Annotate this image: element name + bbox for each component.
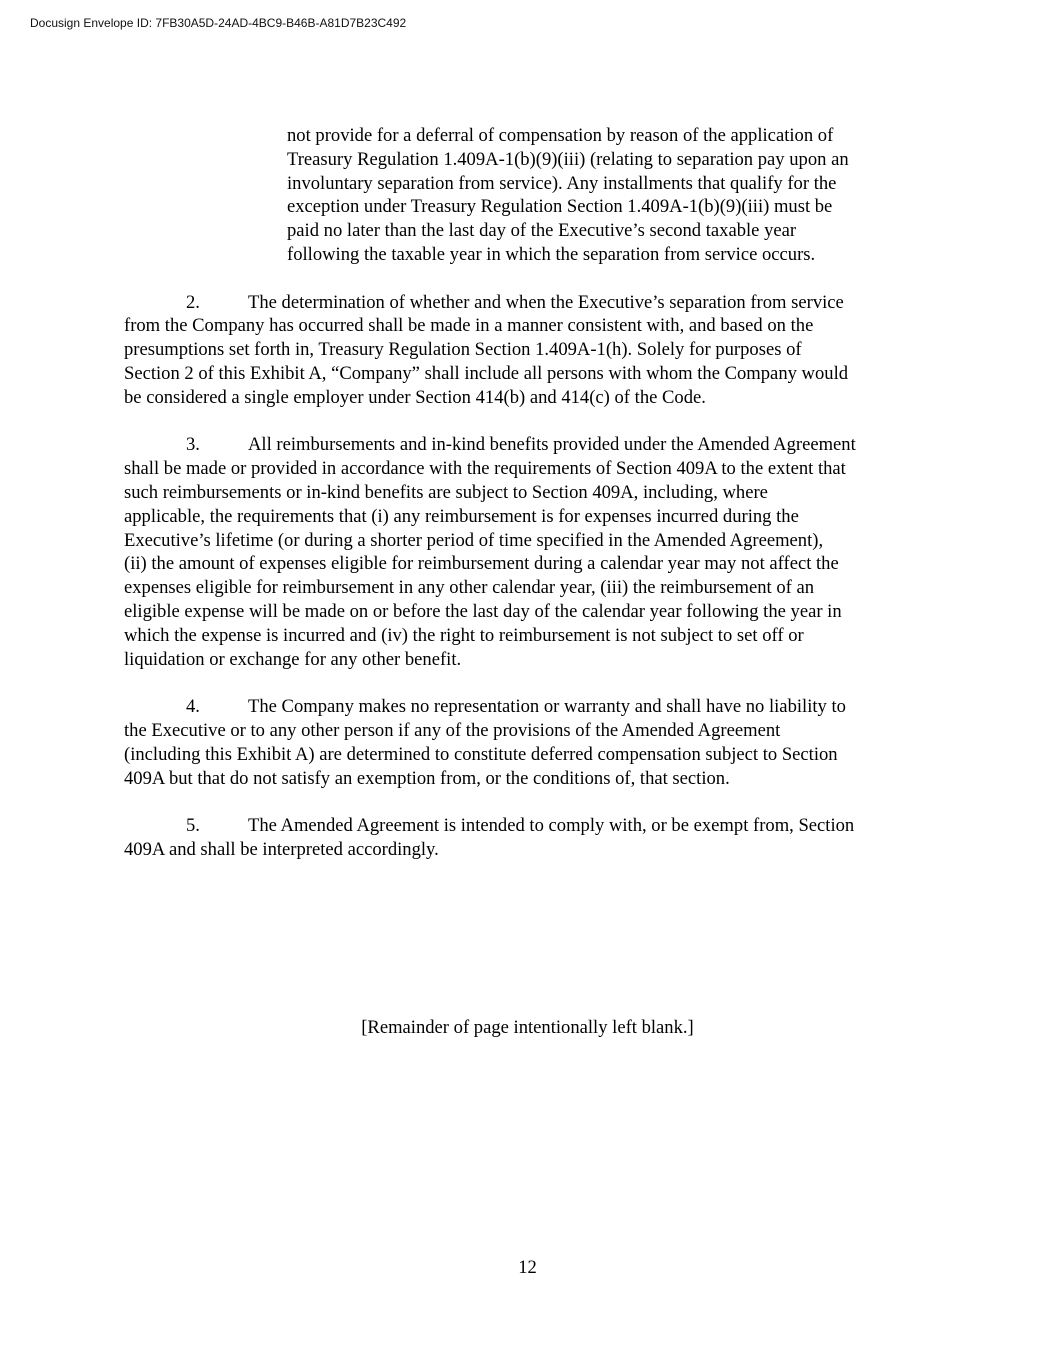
section-2-paragraph — [124, 291, 936, 410]
paragraph-line: following the taxable year in which the separation from service occurs. — [287, 243, 816, 265]
section-3-paragraph — [124, 433, 936, 671]
paragraph-line: exception under Treasury Regulation Section 1.409A-1(b)(9)(iii) must be — [287, 196, 833, 218]
paragraph-line: paid no later than the last day of the Executive’s second taxable year — [287, 220, 797, 242]
section-number: 5. — [186, 815, 200, 837]
section-number: 3. — [186, 434, 200, 456]
paragraph-line: The Company makes no representation or warranty and shall have no liability to — [248, 696, 846, 718]
paragraph-line: the Executive or to any other person if any of the provisions of the Amended Agreement — [124, 719, 781, 741]
paragraph-line: eligible expense will be made on or before the last day of the calendar year following the year in — [124, 600, 842, 622]
paragraph-line: which the expense is incurred and (iv) the right to reimbursement is not subject to set off or — [124, 624, 804, 646]
section-5-paragraph — [124, 814, 936, 862]
paragraph-line: Section 2 of this Exhibit A, “Company” shall include all persons with whom the Company would — [124, 362, 849, 384]
section-4-paragraph — [124, 695, 936, 790]
paragraph-line: presumptions set forth in, Treasury Regulation Section 1.409A-1(h). Solely for purposes of — [124, 339, 802, 361]
section-number: 2. — [186, 291, 200, 313]
paragraph-line: 409A but that do not satisfy an exemption from, or the conditions of, that section. — [124, 767, 730, 789]
remainder-note: [Remainder of page intentionally left blank.] — [361, 1017, 694, 1038]
paragraph-line: (ii) the amount of expenses eligible for reimbursement during a calendar year may not affect the — [124, 553, 839, 575]
document-body — [124, 124, 936, 862]
paragraph-line: (including this Exhibit A) are determined to constitute deferred compensation subject to Section — [124, 743, 838, 765]
paragraph-line: applicable, the requirements that (i) any reimbursement is for expenses incurred during the — [124, 505, 799, 527]
continuation-paragraph — [287, 124, 936, 267]
docusign-envelope-id: Docusign Envelope ID: 7FB30A5D-24AD-4BC9-B46B-A81D7B23C492 — [30, 16, 407, 30]
paragraph-line: shall be made or provided in accordance with the requirements of Section 409A to the extent that — [124, 458, 846, 480]
paragraph-line: such reimbursements or in-kind benefits are subject to Section 409A, including, where — [124, 481, 768, 503]
paragraph-line: All reimbursements and in-kind benefits provided under the Amended Agreement — [248, 434, 856, 456]
section-number: 4. — [186, 696, 200, 718]
paragraph-line: liquidation or exchange for any other benefit. — [124, 648, 462, 670]
paragraph-line: The determination of whether and when the Executive’s separation from service — [248, 291, 844, 313]
paragraph-line: 409A and shall be interpreted accordingly. — [124, 838, 439, 860]
paragraph-line: Treasury Regulation 1.409A-1(b)(9)(iii) (relating to separation pay upon an — [287, 148, 849, 170]
paragraph-line: expenses eligible for reimbursement in any other calendar year, (iii) the reimbursement of an — [124, 577, 815, 599]
paragraph-line: The Amended Agreement is intended to comply with, or be exempt from, Section — [248, 815, 855, 837]
page-number: 12 — [518, 1257, 537, 1278]
paragraph-line: Executive’s lifetime (or during a shorter period of time specified in the Amended Agreement), — [124, 529, 824, 551]
paragraph-line: from the Company has occurred shall be made in a manner consistent with, and based on the — [124, 315, 814, 337]
paragraph-line: not provide for a deferral of compensation by reason of the application of — [287, 125, 834, 146]
paragraph-line: involuntary separation from service). Any installments that qualify for the — [287, 172, 837, 194]
paragraph-line: be considered a single employer under Section 414(b) and 414(c) of the Code. — [124, 386, 706, 408]
